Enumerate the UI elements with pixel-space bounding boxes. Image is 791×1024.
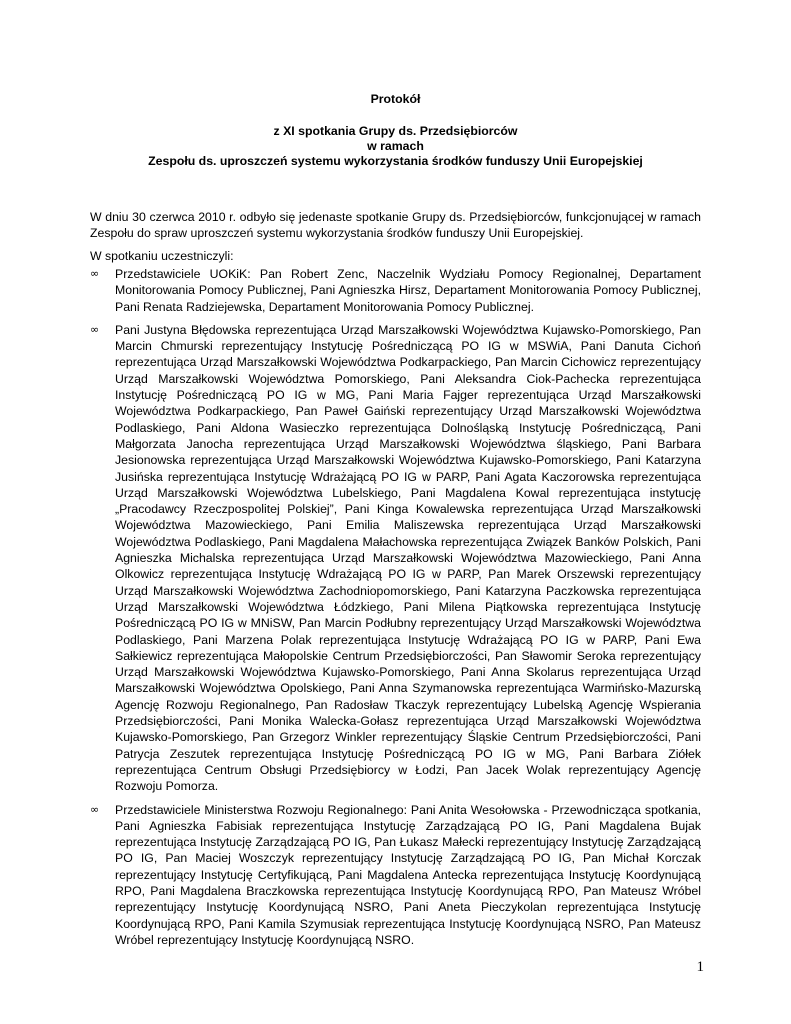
document-subtitle [0, 124, 791, 169]
participant-group-text: Przedstawiciele Ministerstwa Rozwoju Regionalnego: Pani Anita Wesołowska - Przewodnicząca spotkania, Pani Agnieszka Fabisiak reprezentująca Instytucję Zarządzającą PO IG, Pani Magdalena Bujak reprezentująca Instytucję Zarządzającą PO IG, Pan Łukasz Małecki reprezentujący Instytucję Zarządzającą PO IG, Pan Maciej Woszczyk reprezentujący Instytucję Zarządzającą PO IG, Pan Michał Korczak reprezentujący Instytucję Certyfikującą, Pani Magdalena Antecka reprezentująca Instytucję Koordynującą RPO, Pani Magdalena Braczkowska reprezentująca Instytucję Koordynującą RPO, Pan Mateusz Wróbel reprezentujący Instytucję Koordynującą NSRO, Pani Aneta Pieczykolan reprezentująca Instytucję Koordynującą RPO, Pani Kamila Szymusiak reprezentująca Instytucję Koordynującą NSRO, Pan Mateusz Wróbel reprezentujący Instytucję Koordynującą NSRO. [115, 802, 701, 947]
bullet-icon: ∞ [90, 802, 100, 816]
subtitle-line: w ramach [367, 139, 424, 153]
document-title: Protokół [370, 92, 421, 106]
subtitle-line: z XI spotkania Grupy ds. Przedsiębiorców [273, 124, 518, 138]
page-number: 1 [696, 959, 704, 975]
subtitle-line: Zespołu ds. uproszczeń systemu wykorzystania środków funduszy Unii Europejskiej [148, 154, 643, 168]
intro-paragraph: W dniu 30 czerwca 2010 r. odbyło się jedenaste spotkanie Grupy ds. Przedsiębiorców, funkcjonującej w ramach Zespołu do spraw uproszczeń systemu wykorzystania środków funduszy Unii Europejskiej. [90, 210, 701, 241]
list-item [90, 322, 701, 795]
list-item [90, 802, 701, 949]
participants-label: W spotkaniu uczestniczyli: [90, 249, 234, 263]
list-item [90, 266, 701, 315]
participant-group-text: Przedstawiciele UOKiK: Pan Robert Zenc, Naczelnik Wydziału Pomocy Regionalnej, Departament Monitorowania Pomocy Publicznej, Pani Agnieszka Hirsz, Departament Monitorowania Pomocy Publicznej, Pani Renata Radziejewska, Departament Monitorowania Pomocy Publicznej. [115, 267, 701, 314]
bullet-icon: ∞ [90, 322, 100, 336]
bullet-icon: ∞ [90, 267, 100, 280]
participants-list [90, 266, 701, 955]
participant-group-text: Pani Justyna Błędowska reprezentująca Urząd Marszałkowski Województwa Kujawsko-Pomorskiego, Pan Marcin Chmurski reprezentujący Instytucję Pośredniczącą PO IG w MSWiA, Pani Danuta Cichoń reprezentująca Urząd Marszałkowski Województwa Podkarpackiego, Pan Marcin Cichowicz reprezentujący Urząd Marszałkowski Województwa Pomorskiego, Pani Aleksandra Ciok-Pachecka reprezentująca Instytucję Pośredniczącą PO IG w MG, Pani Maria Fajger reprezentująca Urząd Marszałkowski Województwa Podkarpackiego, Pan Paweł Gaiński reprezentujący Urząd Marszałkowski Województwa Podlaskiego, Pani Aldona Wasieczko reprezentująca Dolnośląską Instytucję Pośredniczącą, Pani Małgorzata Janocha reprezentująca Urząd Marszałkowski Województwa śląskiego, Pani Barbara Jesionowska reprezentująca Urząd Marszałkowski Województwa Kujawsko-Pomorskiego, Pani Katarzyna Jusińska reprezentująca Instytucję Wdrażającą PO IG w PARP, Pani Agata Kaczorowska reprezentująca Urząd Marszałkowski Województwa Lubelskiego, Pani Magdalena Kowal reprezentująca instytucję „Pracodawcy Rzeczpospolitej Polskiej”, Pani Kinga Kowalewska reprezentująca Urząd Marszałkowski Województwa Mazowieckiego, Pani Emilia Maliszewska reprezentująca Urząd Marszałkowski Województwa Podlaskiego, Pani Magdalena Małachowska reprezentująca Związek Banków Polskich, Pani Agnieszka Michalska reprezentująca Urząd Marszałkowski Województwa Mazowieckiego, Pani Anna Olkowicz reprezentująca Instytucję Wdrażającą PO IG w PARP, Pan Marek Orszewski reprezentujący Urząd Marszałkowski Województwa Zachodniopomorskiego, Pani Katarzyna Paczkowska reprezentująca Urząd Marszałkowski Województwa Łódzkiego, Pani Milena Piątkowska reprezentująca Instytucję Pośredniczącą PO IG w MNiSW, Pan Marcin Podłubny reprezentujący Urząd Marszałkowski Województwa Podlaskiego, Pani Marzena Polak reprezentująca Instytucję Wdrażającą PO IG w PARP, Pani Ewa Sałkiewicz reprezentująca Małopolskie Centrum Przedsiębiorczości, Pan Sławomir Seroka reprezentujący Urząd Marszałkowski Województwa Kujawsko-Pomorskiego, Pani Anna Skolarus reprezentująca Urząd Marszałkowski Województwa Opolskiego, Pani Anna Szymanowska reprezentująca Warmińsko-Mazurską Agencję Rozwoju Regionalnego, Pan Radosław Tkaczyk reprezentujący Lubelską Agencję Wspierania Przedsiębiorczości, Pani Monika Walecka-Gołasz reprezentująca Urząd Marszałkowski Województwa Kujawsko-Pomorskiego, Pan Grzegorz Winkler reprezentujący Śląskie Centrum Przedsiębiorczości, Pani Patrycja Zeszutek reprezentująca Instytucję Pośredniczącą PO IG w MG, Pani Barbara Ziółek reprezentująca Centrum Obsługi Przedsiębiorcy w Łodzi, Pan Jacek Wolak reprezentujący Agencję Rozwoju Pomorza. [115, 322, 701, 794]
